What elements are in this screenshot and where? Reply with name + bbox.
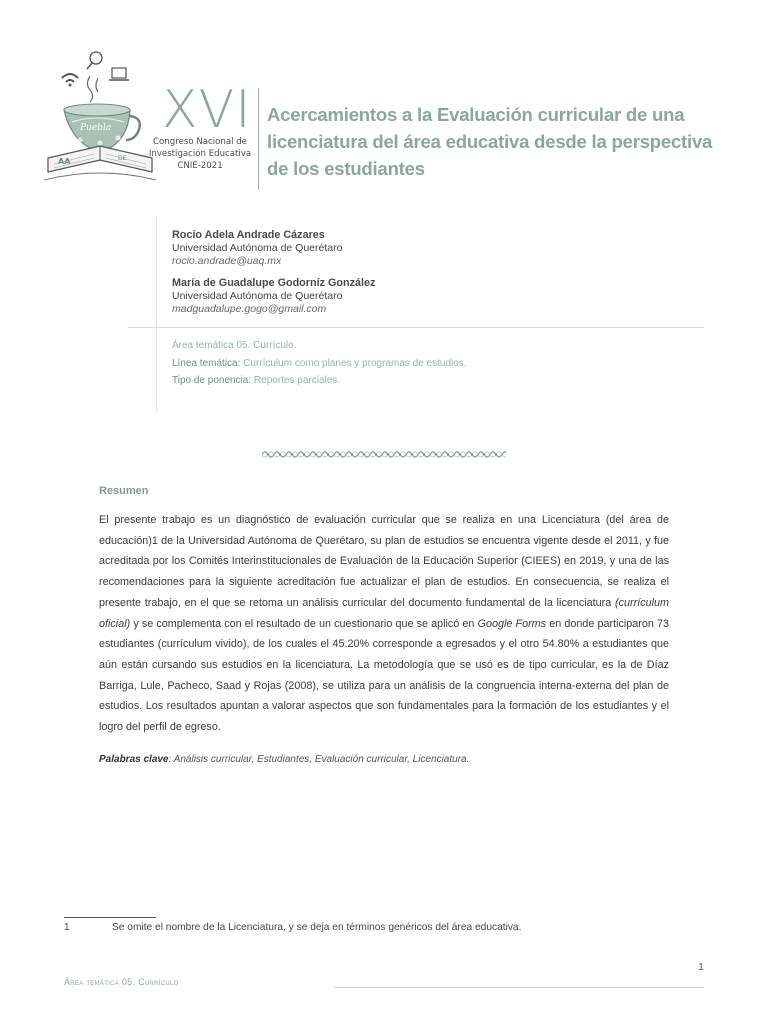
author-entry [172,277,692,316]
running-footer: Área temática 05. Currículo [64,977,179,987]
footer-rule [334,987,704,988]
authors-block [172,229,692,325]
author-email[interactable]: rocio.andrade@uaq.mx [172,255,282,267]
footnote-text: Se omite el nombre de la Licenciatura, y se deja en términos genéricos del área educativa. [112,922,522,933]
svg-text:Puebla: Puebla [80,123,112,133]
paper-type: Tipo de ponencia: Reportes parciales. [172,375,341,386]
abstract-text: El presente trabajo es un diagnóstico de evaluación curricular que se realiza en una Licenciatura (del área de educación)1 de la Universidad Autónoma de Querétaro, su plan de estudios se encuentra vigente desde el 2011, y fue acreditada por los Comités Interinstitucionales de Evaluación de la Educación Superior (CIEES) en 2019, y una de las recomendaciones para la siguiente acreditación fue actualizar el plan de estudios. En consecuencia, se realiza el presente trabajo, en el que se retoma un análisis curricular del documento fundamental de la licenciatura (currículum oficial) y se complementa con el resultado de un cuestionario que se aplicó en Google Forms en donde participaron 73 estudiantes (currículum vivido), de los cuales el 45.20% corresponde a egresados y el otro 54.80% a estudiantes que aún están cursando sus estudios en la licenciatura. La metodología que se usó es de tipo curricular, es la de Díaz Barriga, Lule, Pacheco, Saad y Rojas (2008), se utiliza para un análisis de la congruencia interna-externa del plan de estudios. Los resultados apuntan a valorar aspectos que son fundamentales para la formación de los estudiantes y el logro del perfil de egreso. [99,514,669,734]
logo-numeral: XVI [162,80,252,140]
footnote-rule [64,917,156,918]
keywords: Palabras clave: Análisis curricular, Estudiantes, Evaluación curricular, Licenciatura. [99,754,470,765]
authors-divider [156,216,157,412]
author-entry [172,229,692,268]
author-affiliation: Universidad Autónoma de Querétaro [172,290,343,302]
author-name: Rocío Adela Andrade Cázares [172,229,325,241]
meta-divider [128,327,704,328]
author-affiliation: Universidad Autónoma de Querétaro [172,242,343,254]
page-number: 1 [698,961,704,973]
author-name: María de Guadalupe Godorníz González [172,277,376,289]
svg-text:AA: AA [58,157,71,166]
svg-text:DE: DE [118,155,127,162]
thematic-line: Línea temática: Currículum como planes y programas de estudios. [172,357,467,369]
logo-caption: Congreso Nacional de Investigación Educativa CNIE-2021 [148,137,252,171]
footnote-number: 1 [64,922,70,933]
paper-metadata [172,337,672,390]
abstract-heading: Resumen [99,485,149,497]
author-email[interactable]: madguadalupe.gogo@gmail.com [172,303,327,315]
decorative-ornament-icon [262,449,506,460]
thematic-area: Área temática 05. Currículo. [172,340,297,351]
paper-title: Acercamientos a la Evaluación curricular de una licenciatura del área educativa desde la perspectiva de los estudiantes [267,104,713,179]
header-divider [258,88,259,190]
congress-logo [44,48,256,188]
